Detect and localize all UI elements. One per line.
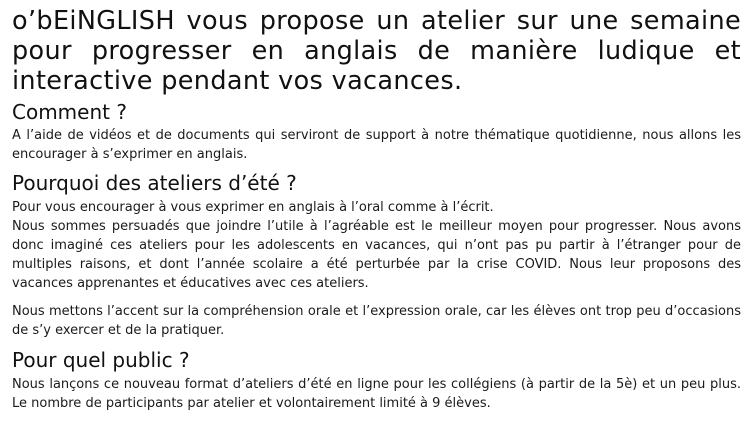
section-heading-public: Pour quel public ? xyxy=(12,348,190,372)
headline: o’bEiNGLISH vous propose un atelier sur une semaine pour progresser en anglais de manière ludique et interactive pendant vos vacances. xyxy=(12,6,741,96)
section-heading-comment: Comment ? xyxy=(12,100,127,124)
section-comment xyxy=(12,100,741,164)
section-paragraph-public: Nous lançons ce nouveau format d’ateliers d’été en ligne pour les collégiens (à partir de la 5è) et un peu plus. Le nombre de participants par atelier et volontairement limité à 9 élèves. xyxy=(12,377,741,411)
section-public xyxy=(12,348,741,413)
section-paragraph-pourquoi-3: Nous mettons l’accent sur la compréhension orale et l’expression orale, car les élèves ont trop peu d’occasions de s’y exercer et de la pratiquer. xyxy=(12,304,741,338)
section-paragraph-pourquoi-1: Pour vous encourager à vous exprimer en anglais à l’oral comme à l’écrit. xyxy=(12,200,494,215)
section-paragraph-comment: A l’aide de vidéos et de documents qui serviront de support à notre thématique quotidienne, nous allons les encourager à s’exprimer en anglais. xyxy=(12,128,741,162)
section-heading-pourquoi: Pourquoi des ateliers d’été ? xyxy=(12,171,297,195)
section-pourquoi xyxy=(12,171,741,340)
section-paragraph-pourquoi-2: Nous sommes persuadés que joindre l’utile à l’agréable est le meilleur moyen pour progresser. Nous avons donc imaginé ces ateliers pour les adolescents en vacances, qui n’ont pas pu partir à l’étranger pour de multiples raisons, et dont l’année scolaire a été perturbée par la crise COVID. Nous leur proposons des vacances apprenantes et éducatives avec ces ateliers. xyxy=(12,219,741,291)
